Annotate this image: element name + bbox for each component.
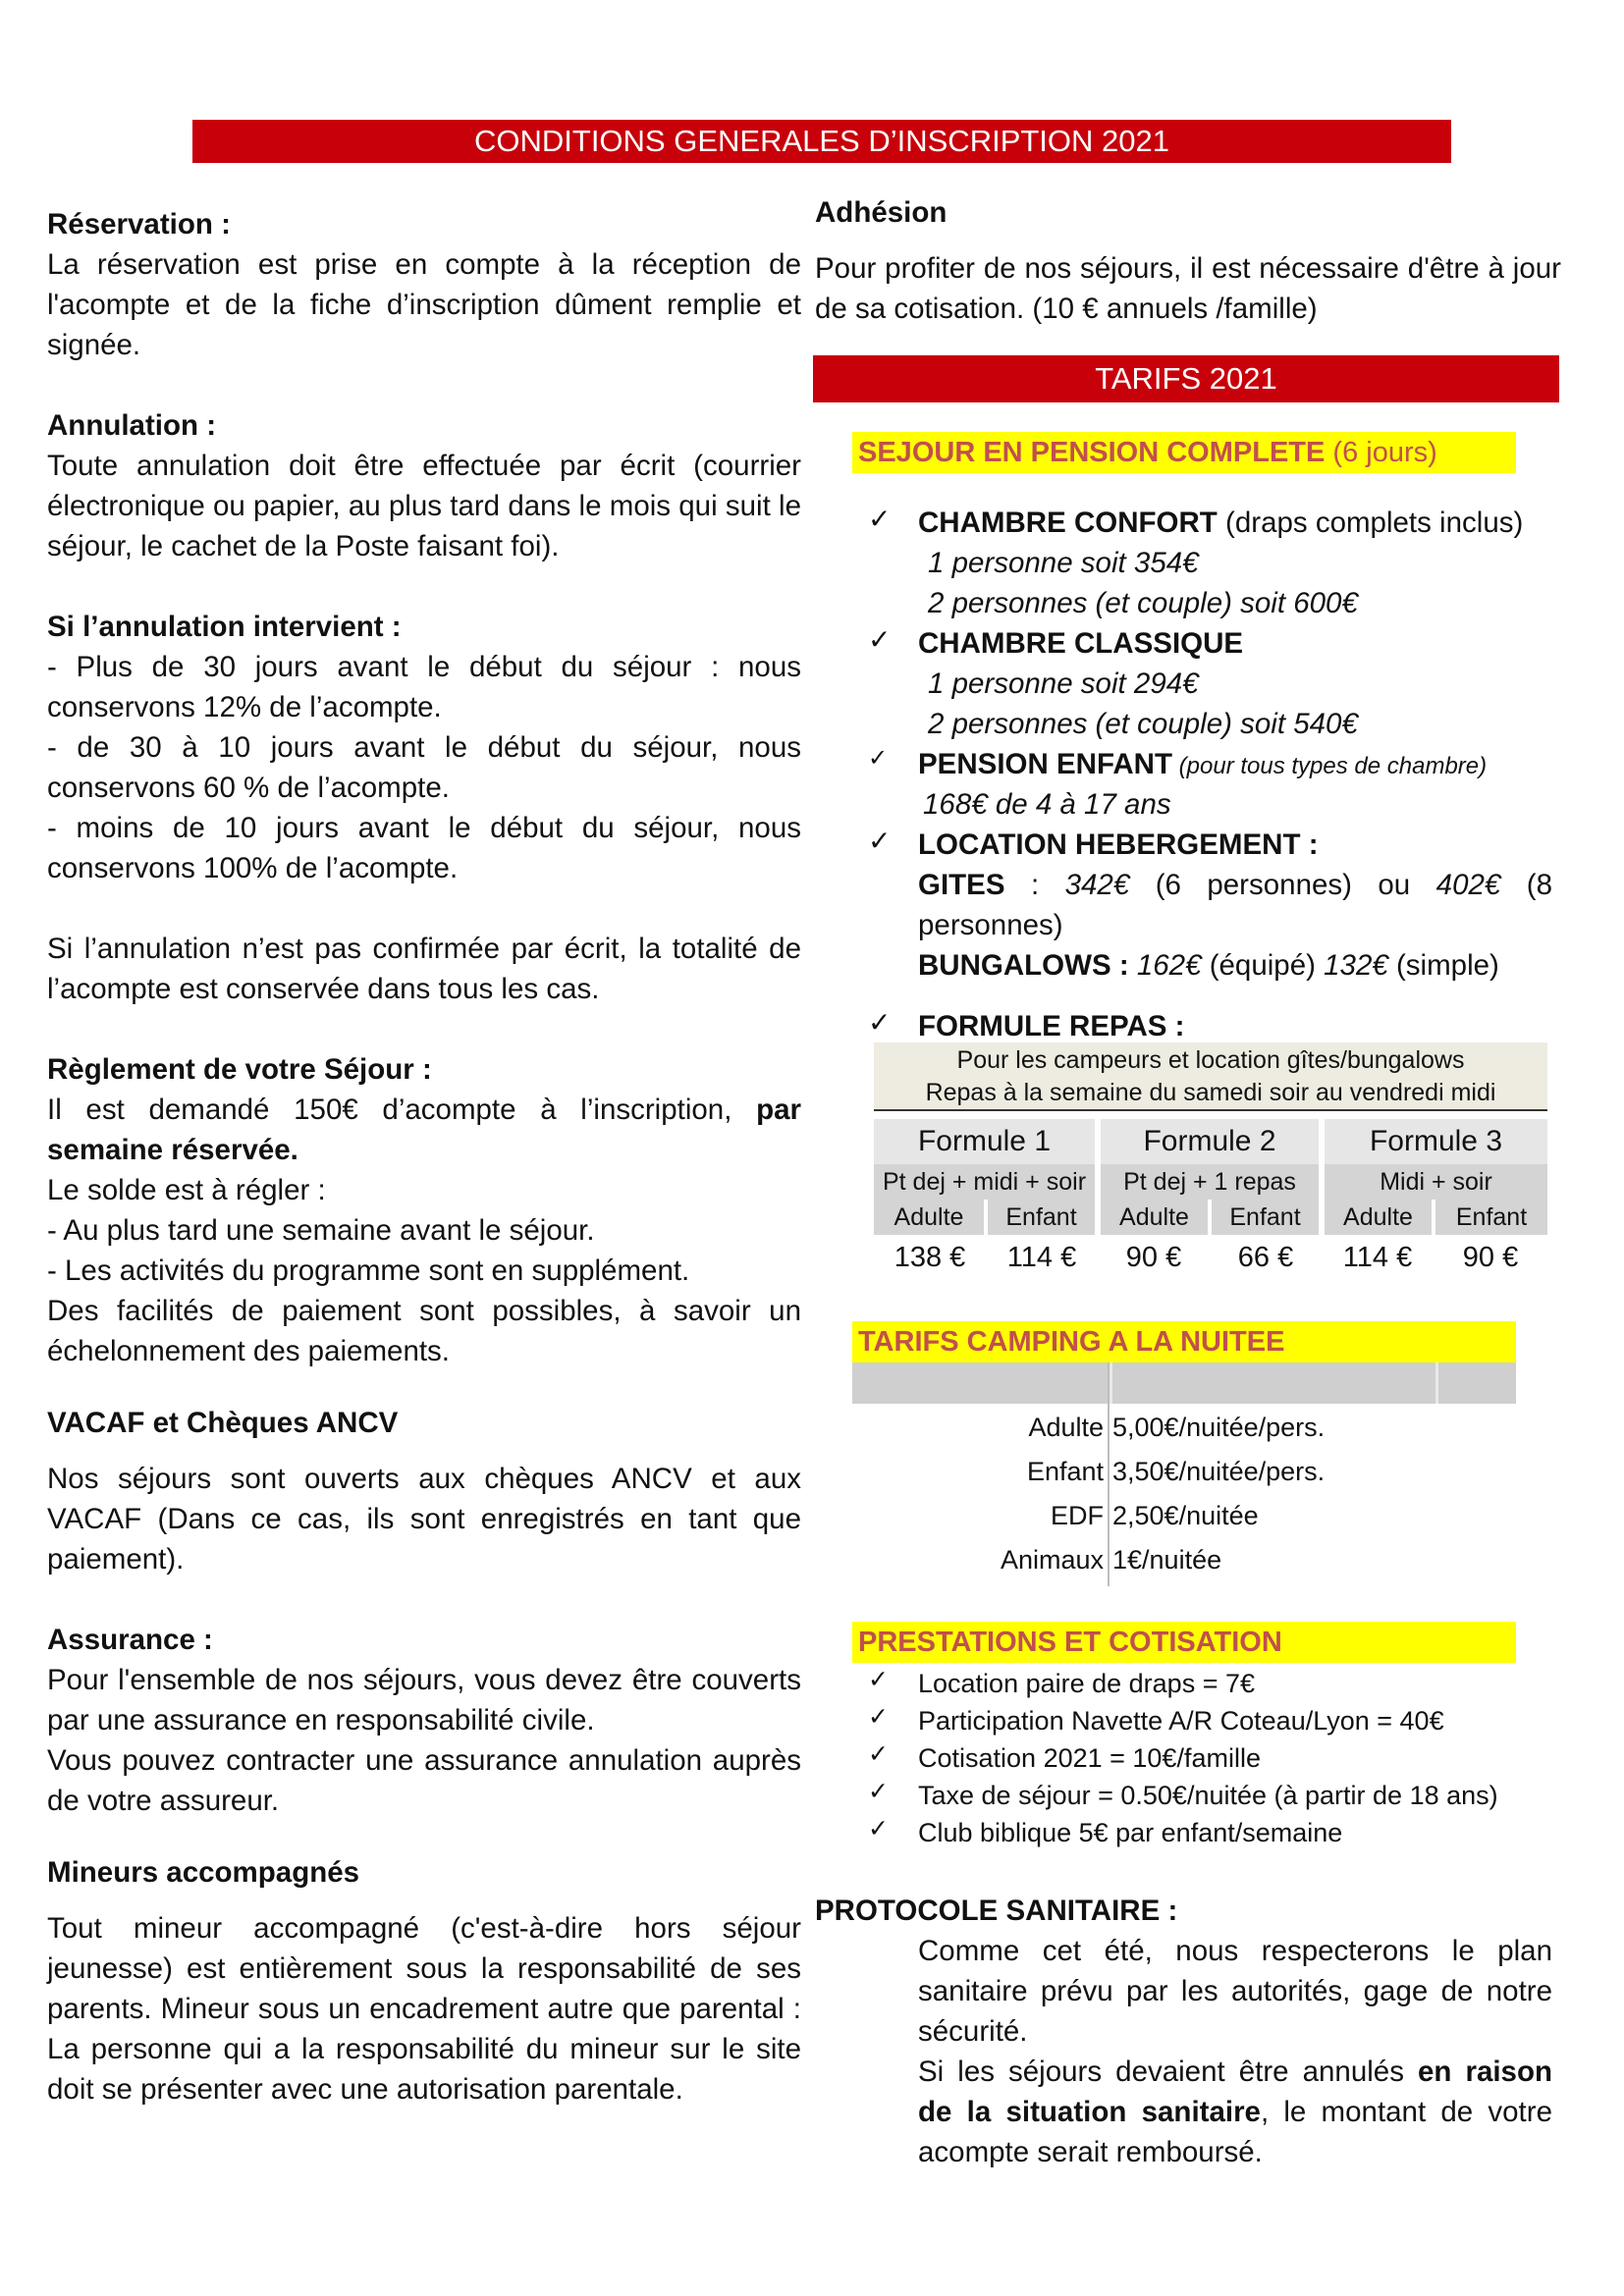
protocole-text-1: Comme cet été, nous respecterons le plan sanitaire prévu par les autorités, gage de notre sécurité.: [918, 1935, 1552, 2048]
check-icon: ✓: [868, 1815, 889, 1842]
reservation-text: La réservation est prise en compte à la réception de l'acompte et de la fiche d’inscription dûment remplie et signée.: [47, 248, 801, 361]
si-annulation-item-3: - moins de 10 jours avant le début du séjour, nous conservons 100% de l’acompte.: [47, 812, 801, 884]
page-title: CONDITIONS GENERALES D’INSCRIPTION 2021: [192, 120, 1451, 163]
formule-label: FORMULE REPAS :: [918, 1010, 1185, 1042]
divider: [1108, 1362, 1110, 1586]
reservation-heading: Réservation :: [47, 208, 231, 240]
price-cell: 114 €: [986, 1235, 1098, 1280]
enfant-suffix: (pour tous types de chambre): [1171, 753, 1488, 779]
prestation-item: Cotisation 2021 = 10€/famille: [918, 1743, 1261, 1773]
protocole-text-2a: Si les séjours devaient être annulés: [918, 2056, 1418, 2088]
check-icon: ✓: [868, 745, 889, 772]
check-icon: ✓: [868, 1666, 889, 1693]
pension-heading-suffix: (6 jours): [1325, 437, 1437, 468]
check-icon: ✓: [868, 826, 892, 856]
price-cell: 114 €: [1322, 1235, 1434, 1280]
check-icon: ✓: [868, 1778, 889, 1805]
location-label: LOCATION HEBERGEMENT :: [918, 828, 1319, 861]
reglement-text-a: Il est demandé 150€ d’acompte à l’inscription,: [47, 1094, 757, 1126]
check-icon: ✓: [868, 1007, 892, 1038]
camping-value: 2,50€/nuitée: [1112, 1501, 1259, 1530]
formule-2-header: Formule 2: [1098, 1119, 1322, 1164]
formule-1-header: Formule 1: [874, 1119, 1098, 1164]
assurance-heading: Assurance :: [47, 1624, 213, 1656]
classique-label: CHAMBRE CLASSIQUE: [918, 627, 1244, 660]
gites-text-c: (8 personnes): [918, 869, 1552, 941]
enfant-label: [918, 744, 1487, 786]
si-annulation-text: Si l’annulation n’est pas confirmée par écrit, la totalité de l’acompte est conservée dans tous les cas.: [47, 933, 801, 1005]
protocole-text-2b: en raison de la situation sanitaire: [918, 2056, 1552, 2128]
sub-header: Enfant: [1210, 1200, 1322, 1235]
mineurs-heading: Mineurs accompagnés: [47, 1856, 360, 1889]
assurance-text-2: Vous pouvez contracter une assurance annulation auprès de votre assureur.: [47, 1744, 801, 1817]
left-column: [47, 204, 801, 2109]
bungalows-line: [918, 945, 1499, 986]
assurance-text-1: Pour l'ensemble de nos séjours, vous devez être couverts par une assurance en responsabilité civile.: [47, 1664, 801, 1736]
check-icon: ✓: [868, 1740, 889, 1768]
sub-header: Enfant: [1434, 1200, 1547, 1235]
camping-value: 1€/nuitée: [1112, 1545, 1222, 1575]
confort-price-2: 2 personnes (et couple) soit 600€: [928, 587, 1358, 619]
check-icon: ✓: [868, 624, 892, 655]
bungalows-text-b: (simple): [1387, 949, 1499, 982]
tarifs-title: TARIFS 2021: [813, 355, 1559, 402]
classique-price-2: 2 personnes (et couple) soit 540€: [928, 708, 1358, 740]
vacaf-heading: VACAF et Chèques ANCV: [47, 1407, 399, 1439]
protocole-heading: PROTOCOLE SANITAIRE :: [815, 1895, 1178, 1927]
sub-header: Enfant: [986, 1200, 1098, 1235]
gites-label: GITES: [918, 869, 1005, 901]
gites-text-a: :: [1004, 869, 1065, 901]
prestation-item: Club biblique 5€ par enfant/semaine: [918, 1818, 1343, 1847]
repas-note: [874, 1042, 1547, 1111]
camping-label: Enfant: [1026, 1457, 1104, 1486]
adhesion-section: [815, 192, 1561, 329]
gites-text-b: (6 personnes) ou: [1129, 869, 1436, 901]
divider: [1435, 1362, 1438, 1404]
formule-3-desc: Midi + soir: [1322, 1164, 1547, 1200]
classique-price-1: 1 personne soit 294€: [928, 667, 1199, 700]
prestation-item: Location paire de draps = 7€: [918, 1669, 1255, 1698]
confort-suffix: (draps complets inclus): [1217, 507, 1524, 539]
sub-header: Adulte: [1322, 1200, 1434, 1235]
bungalows-price-1: 162€: [1128, 949, 1202, 982]
formule-2-desc: Pt dej + 1 repas: [1098, 1164, 1322, 1200]
bungalows-label: BUNGALOWS :: [918, 949, 1129, 982]
divider: [1110, 1362, 1112, 1404]
protocole-text-2c: , le montant de votre acompte serait remboursé.: [918, 2096, 1552, 2168]
camping-label: EDF: [1051, 1501, 1104, 1530]
check-icon: ✓: [868, 504, 892, 534]
reglement-line-4: Des facilités de paiement sont possibles, à savoir un échelonnement des paiements.: [47, 1295, 801, 1367]
sub-header: Adulte: [1098, 1200, 1210, 1235]
camping-label: Adulte: [1028, 1413, 1104, 1442]
formule-3-header: Formule 3: [1322, 1119, 1547, 1164]
prestations-heading: PRESTATIONS ET COTISATION: [852, 1622, 1516, 1663]
reglement-line-2: - Au plus tard une semaine avant le séjour.: [47, 1214, 595, 1247]
bungalows-text-a: (équipé): [1201, 949, 1325, 982]
enfant-price: 168€ de 4 à 17 ans: [923, 788, 1171, 821]
repas-note-1: Pour les campeurs et location gîtes/bungalows: [956, 1046, 1465, 1074]
sub-header: Adulte: [874, 1200, 986, 1235]
gites-price-2: 402€: [1435, 869, 1501, 901]
mineurs-text: Tout mineur accompagné (c'est-à-dire hors séjour jeunesse) est entièrement sous la responsabilité de ses parents. Mineur sous un encadrement autre que parental : La personne qui a la responsabilité du mineur sur le site doit se présenter avec une autorisation parentale.: [47, 1912, 801, 2106]
check-icon: ✓: [868, 1703, 889, 1731]
reglement-text-b: par semaine réservée.: [47, 1094, 801, 1166]
adhesion-heading: Adhésion: [815, 196, 947, 229]
confort-label-text: CHAMBRE CONFORT: [918, 507, 1218, 539]
camping-value: 3,50€/nuitée/pers.: [1112, 1457, 1326, 1486]
enfant-label-text: PENSION ENFANT: [918, 748, 1172, 780]
camping-heading: TARIFS CAMPING A LA NUITEE: [852, 1321, 1516, 1362]
price-cell: 90 €: [1098, 1235, 1210, 1280]
pension-heading: [852, 432, 1516, 473]
repas-table: [874, 1042, 1547, 1280]
price-cell: 138 €: [874, 1235, 986, 1280]
price-cell: 66 €: [1210, 1235, 1322, 1280]
repas-note-2: Repas à la semaine du samedi soir au vendredi midi: [874, 1077, 1547, 1111]
reglement-line-1: Le solde est à régler :: [47, 1174, 326, 1206]
si-annulation-item-2: - de 30 à 10 jours avant le début du séjour, nous conservons 60 % de l’acompte.: [47, 731, 801, 804]
confort-price-1: 1 personne soit 354€: [928, 547, 1199, 579]
camping-header-bar: [852, 1362, 1516, 1404]
prestation-item: Participation Navette A/R Coteau/Lyon = 40€: [918, 1706, 1444, 1735]
reglement-line-3: - Les activités du programme sont en supplément.: [47, 1255, 690, 1287]
si-annulation-heading: Si l’annulation intervient :: [47, 611, 402, 643]
prestation-item: Taxe de séjour = 0.50€/nuitée (à partir de 18 ans): [918, 1781, 1498, 1810]
annulation-text: Toute annulation doit être effectuée par écrit (courrier électronique ou papier, au plus tard dans le mois qui suit le séjour, le cachet de la Poste faisant foi).: [47, 450, 801, 562]
confort-label: [918, 503, 1523, 543]
camping-label: Animaux: [1000, 1545, 1104, 1575]
camping-value: 5,00€/nuitée/pers.: [1112, 1413, 1326, 1442]
adhesion-text: Pour profiter de nos séjours, il est nécessaire d'être à jour de sa cotisation. (10 € annuels /famille): [815, 252, 1561, 325]
reglement-heading: Règlement de votre Séjour :: [47, 1053, 432, 1086]
vacaf-text: Nos séjours sont ouverts aux chèques ANCV et aux VACAF (Dans ce cas, ils sont enregistrés en tant que paiement).: [47, 1463, 801, 1575]
bungalows-price-2: 132€: [1324, 949, 1388, 982]
pension-heading-label: SEJOUR EN PENSION COMPLETE: [858, 437, 1326, 468]
si-annulation-item-1: - Plus de 30 jours avant le début du séjour : nous conservons 12% de l’acompte.: [47, 651, 801, 723]
reglement-text: [47, 1090, 801, 1170]
annulation-heading: Annulation :: [47, 409, 217, 442]
protocole-text-2: [918, 2052, 1552, 2172]
price-cell: 90 €: [1434, 1235, 1547, 1280]
gites-price-1: 342€: [1064, 869, 1130, 901]
gites-line: [918, 865, 1552, 945]
formule-1-desc: Pt dej + midi + soir: [874, 1164, 1098, 1200]
